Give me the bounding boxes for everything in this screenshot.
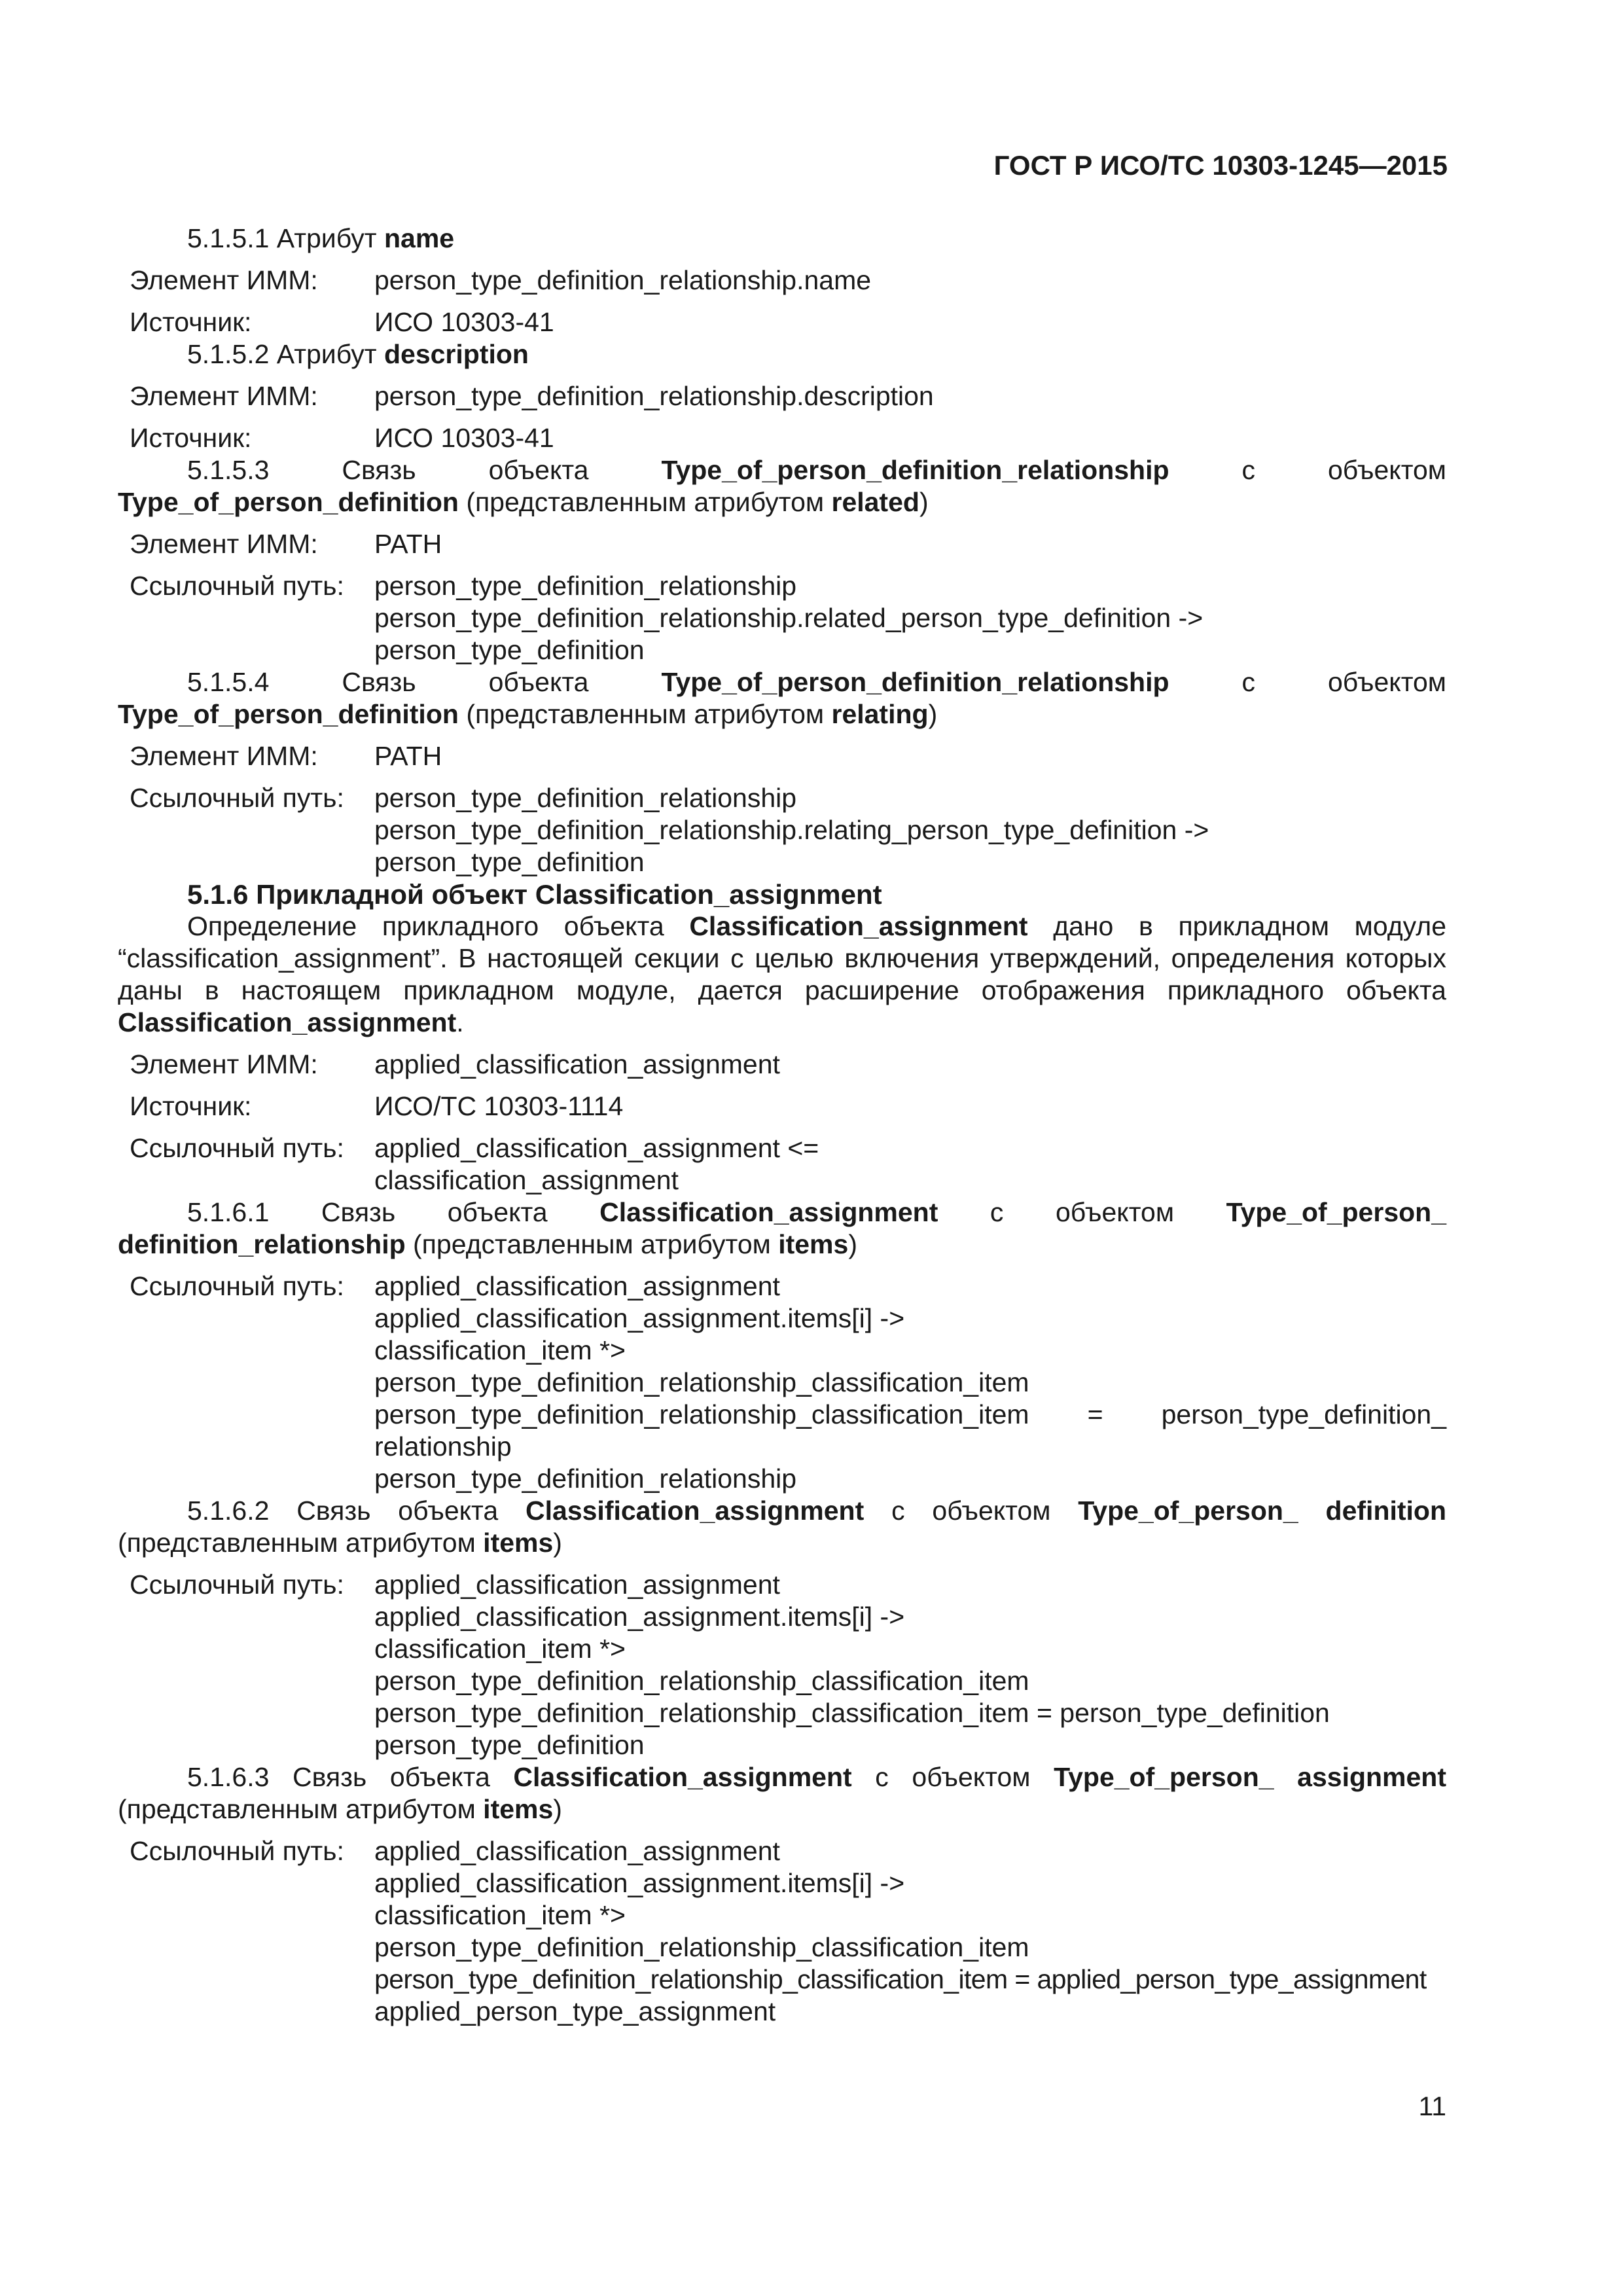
path-line: person_type_definition [374, 847, 645, 877]
clause-5-1-5-1: 5.1.5.1 Атрибут name [187, 223, 455, 253]
page-number: 11 [1418, 2091, 1446, 2121]
section-heading-5-1-6: 5.1.6 Прикладной объект Classification_assignment [187, 879, 882, 910]
mapping-row-path: Ссылочный путь: applied_classification_assignment applied_classification_assignment.items[i] -> classification_item *> person_type_definition_relationship_classification_item person_type_definition_relationship_classification_item = applied_person_type_assignment applied_person_type_assignment [118, 1835, 1446, 2028]
path-line: applied_classification_assignment [374, 1570, 780, 1600]
mapping-row-path: Ссылочный путь: applied_classification_assignment applied_classification_assignment.items[i] -> classification_item *> person_type_definition_relationship_classification_item person_type_definition_relationship_classification_item = person_type_definition person_type_definition [118, 1569, 1446, 1761]
mapping-row-path: Ссылочный путь: applied_classification_assignment applied_classification_assignment.items[i] -> classification_item *> person_type_definition_relationship_classification_item person_type_definition_relationship_classification_item = person_type_definition_ relationship person_type_definition_relationship [130, 1271, 1446, 1494]
mapping-row-source: Источник: ИСО 10303-41 [130, 307, 554, 337]
mapping-row-source: Источник: ИСО 10303-41 [130, 423, 554, 453]
path-line: person_type_definition_relationship.relating_person_type_definition -> [374, 815, 1209, 845]
clause-5-1-6-2: 5.1.6.2 Связь объекта Classification_assignment с объектом Type_of_person_ definition (представленным атрибутом items) [118, 1496, 1447, 1558]
mapping-row-element: Элемент ИММ: applied_classification_assignment [130, 1049, 780, 1079]
path-line: applied_classification_assignment [374, 1836, 780, 1866]
path-line: person_type_definition_relationship_classification_item = person_type_definition [374, 1698, 1330, 1728]
path-line: applied_classification_assignment <= [374, 1133, 819, 1163]
path-line: person_type_definition_relationship_classification_item [374, 1932, 1029, 1962]
mapping-row-element: Элемент ИММ: person_type_definition_relationship.name [130, 265, 872, 295]
path-line: person_type_definition_relationship [374, 783, 797, 813]
clause-5-1-5-2: 5.1.5.2 Атрибут description [187, 339, 529, 369]
path-line: person_type_definition [374, 1730, 645, 1760]
path-line: person_type_definition_relationship_classification_item = applied_person_type_assignment [374, 1964, 1427, 1994]
path-line: classification_item *> [374, 1634, 626, 1664]
path-line: person_type_definition_relationship_classification_item [374, 1666, 1029, 1696]
path-line: person_type_definition_relationship.related_person_type_definition -> [374, 603, 1204, 633]
path-line: applied_person_type_assignment [374, 1996, 776, 2026]
path-line: person_type_definition_relationship [374, 571, 797, 601]
mapping-row-source: Источник: ИСО/ТС 10303-1114 [130, 1091, 624, 1121]
path-line: applied_classification_assignment.items[i] -> [374, 1868, 905, 1898]
mapping-row-element: Элемент ИММ: PATH [130, 529, 442, 559]
path-line: classification_item *> [374, 1900, 626, 1930]
path-line: applied_classification_assignment [374, 1271, 780, 1301]
mapping-row-path: Ссылочный путь: person_type_definition_relationship person_type_definition_relationship.relating_person_type_definition -> person_type_definition [118, 782, 1446, 878]
path-line: applied_classification_assignment.items[i] -> [374, 1303, 905, 1333]
path-line: applied_classification_assignment.items[i] -> [374, 1602, 905, 1632]
path-line-equation: person_type_definition_relationship_classification_item = person_type_definition_ [374, 1399, 1446, 1429]
document-header: ГОСТ Р ИСО/ТС 10303-1245—2015 [993, 150, 1448, 181]
mapping-row-path: Ссылочный путь: applied_classification_assignment <= classification_assignment [118, 1132, 1446, 1196]
path-line: relationship [374, 1431, 512, 1462]
path-line: person_type_definition [374, 635, 645, 665]
clause-5-1-6-1: 5.1.6.1 Связь объекта Classification_assignment с объектом Type_of_person_ definition_relationship (представленным атрибутом items) [118, 1197, 1447, 1259]
path-line: person_type_definition_relationship [374, 1463, 797, 1494]
path-line: classification_assignment [374, 1165, 679, 1195]
clause-5-1-5-3: 5.1.5.3 Связь объекта Type_of_person_definition_relationship с объектом Type_of_person_definition (представленным атрибутом related) [118, 455, 1446, 517]
page-content [118, 223, 1446, 2028]
mapping-row-path: Ссылочный путь: person_type_definition_relationship person_type_definition_relationship.related_person_type_definition -> person_type_definition [118, 570, 1446, 666]
path-line: classification_item *> [374, 1335, 626, 1365]
mapping-row-element: Элемент ИММ: person_type_definition_relationship.description [130, 381, 934, 411]
path-line: person_type_definition_relationship_classification_item [374, 1367, 1029, 1397]
section-paragraph: Определение прикладного объекта Classification_assignment дано в прикладном модуле “classification_assignment”. В настоящей секции с целью включения утверждений, определения которых даны в настоящем прикладном модуле, дается расширение отображения прикладного объекта Classification_assignment. [118, 911, 1447, 1037]
clause-5-1-5-4: 5.1.5.4 Связь объекта Type_of_person_definition_relationship с объектом Type_of_person_definition (представленным атрибутом relating) [118, 667, 1446, 729]
mapping-row-element: Элемент ИММ: PATH [130, 741, 442, 771]
clause-5-1-6-3: 5.1.6.3 Связь объекта Classification_assignment с объектом Type_of_person_ assignment (представленным атрибутом items) [118, 1762, 1447, 1824]
